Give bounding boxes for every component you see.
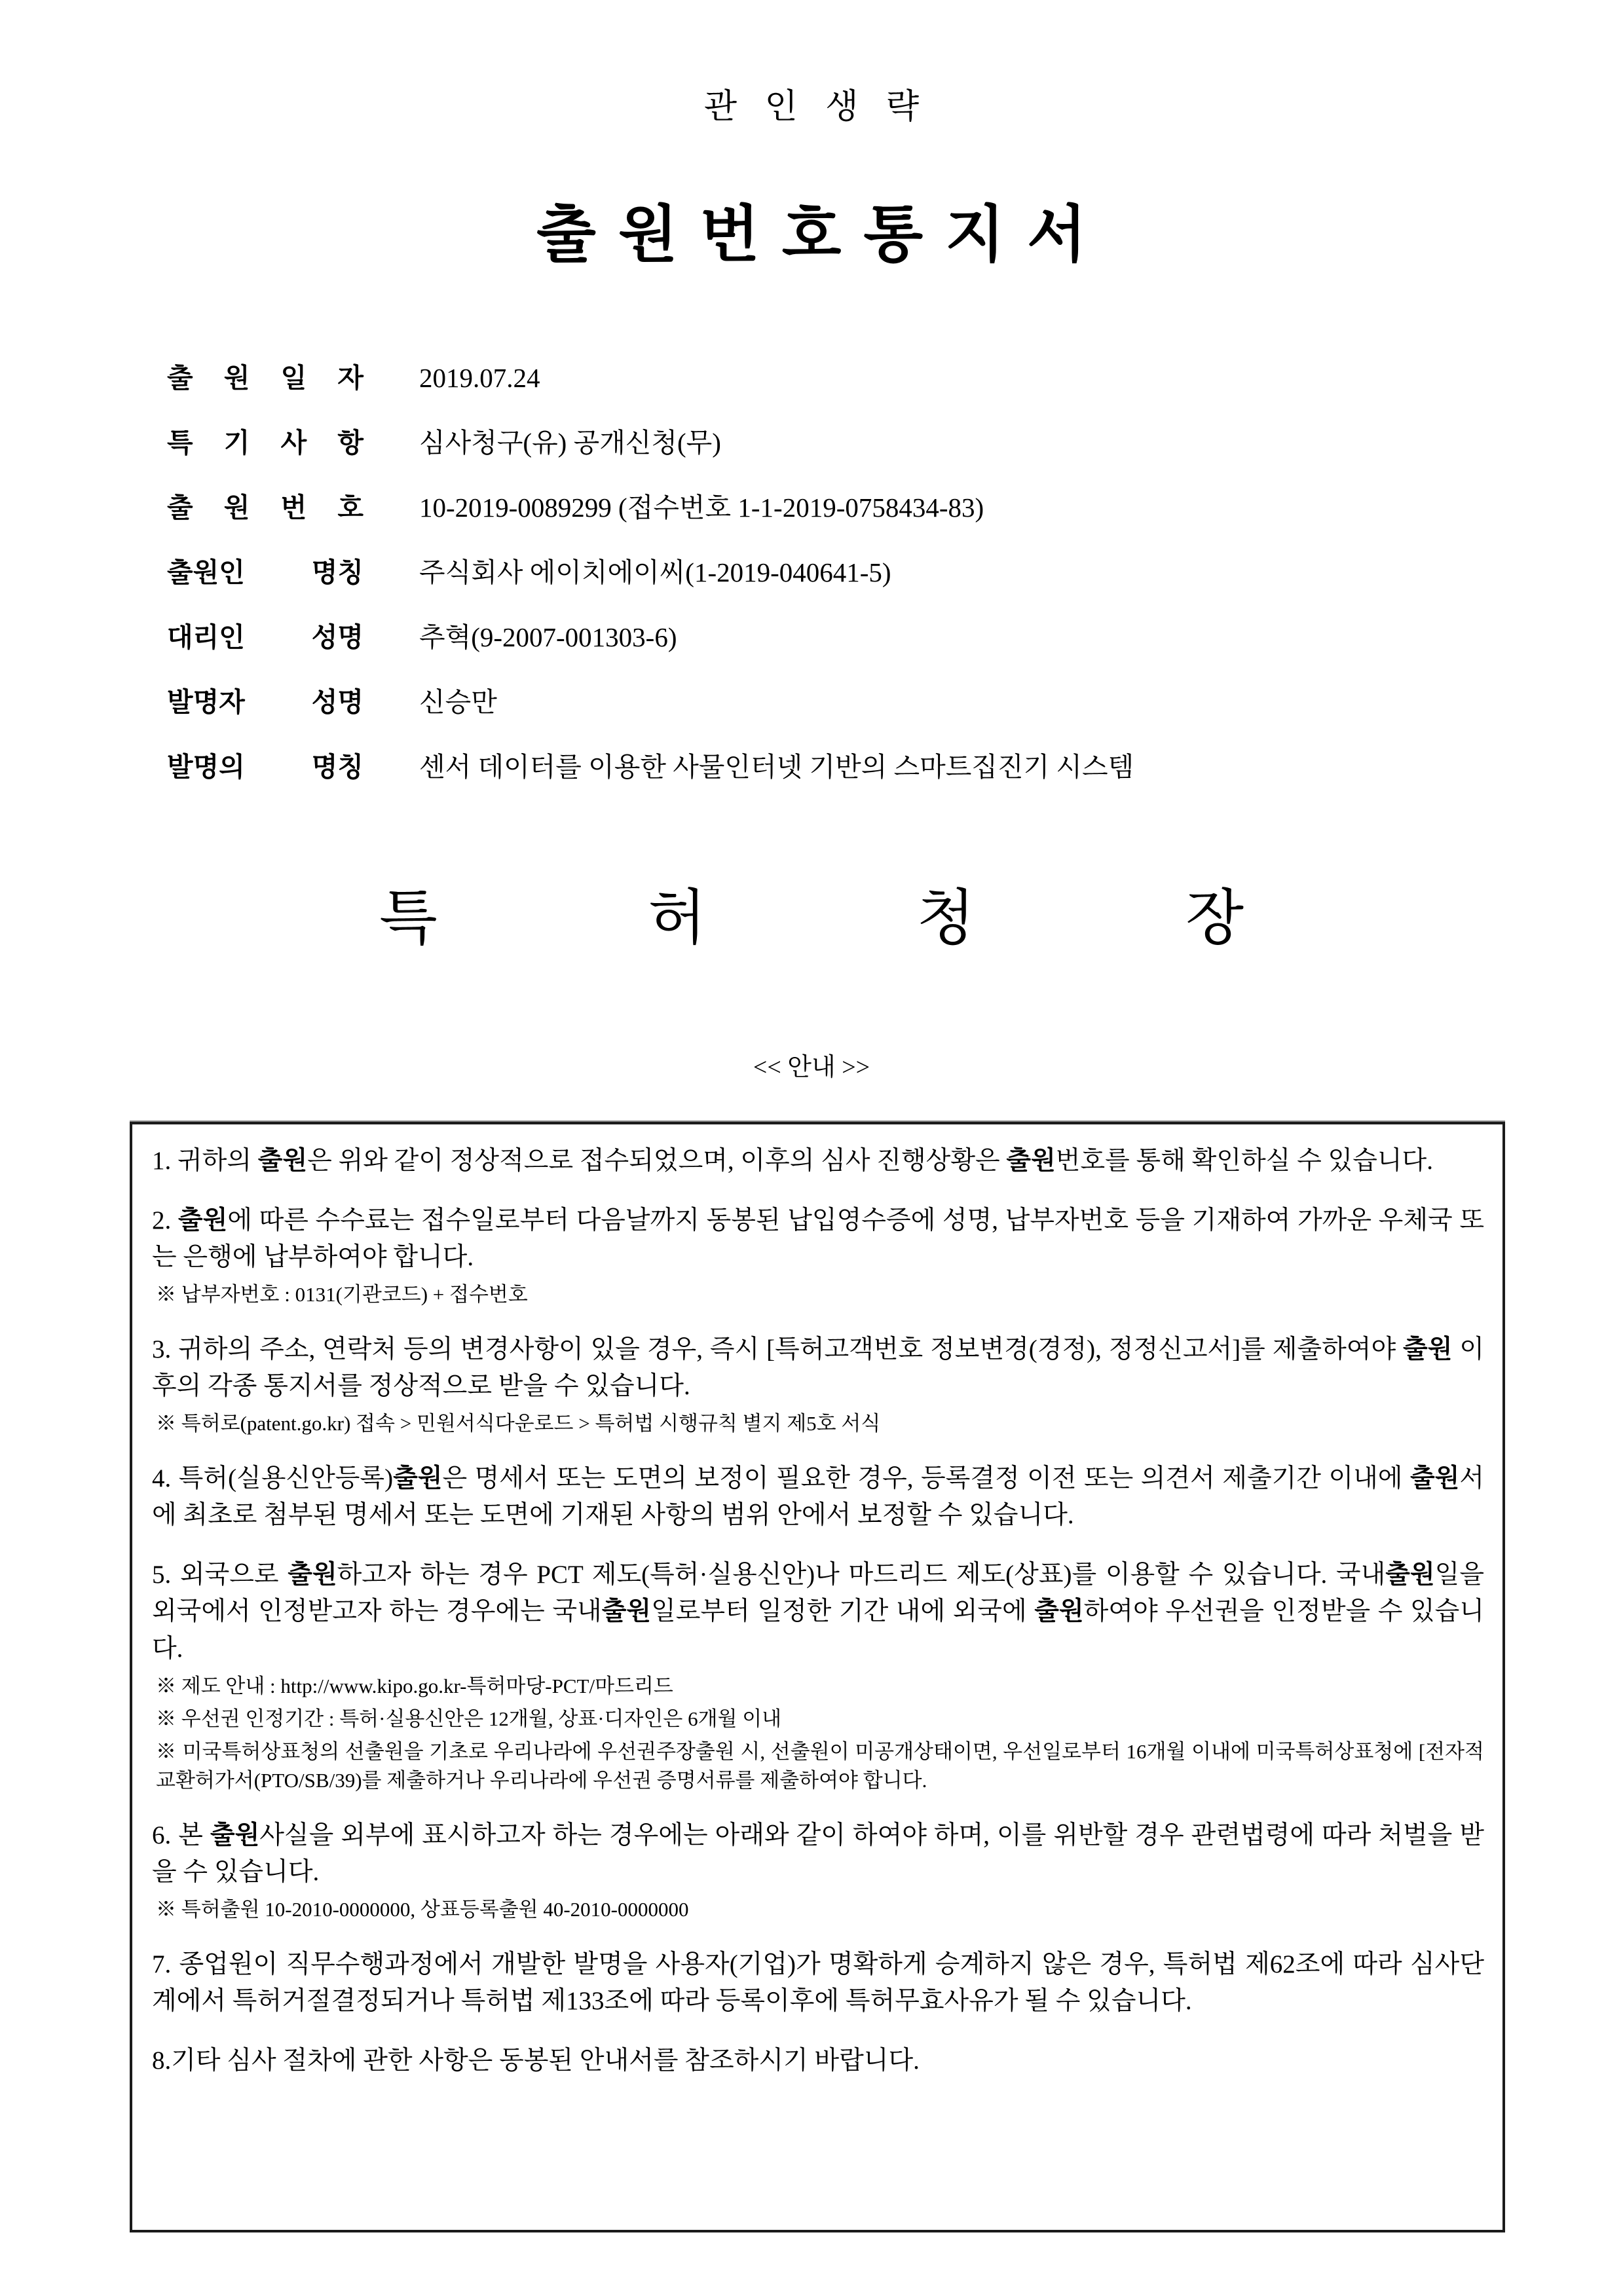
commissioner-char: 특	[379, 885, 438, 952]
commissioner-char: 장	[1185, 885, 1244, 952]
notice-item	[152, 1557, 1484, 1795]
field-label: 대리인 성명	[167, 622, 364, 653]
field-row-agent-name	[167, 623, 1564, 652]
notice-item-note: ※ 우선권 인정기간 : 특허·실용신안은 12개월, 상표·디자인은 6개월 이내	[156, 1707, 782, 1730]
commissioner-char: 청	[916, 885, 975, 952]
notice-item	[152, 1946, 1484, 2020]
field-row-special-notes	[167, 429, 1564, 457]
notice-item	[152, 1817, 1484, 1924]
field-label: 특 기 사 항	[167, 428, 364, 458]
commissioner-title	[379, 885, 1244, 952]
notice-item-note: ※ 제도 안내 : http://www.kipo.go.kr-특허마당-PCT/마드리드	[156, 1674, 673, 1697]
field-label: 출원인 명칭	[167, 557, 364, 588]
field-value: 2019.07.24	[419, 363, 540, 393]
notice-item	[152, 2043, 1484, 2080]
guide-heading: << 안내 >>	[753, 1054, 870, 1081]
field-label: 출 원 일 자	[167, 363, 364, 393]
field-label: 발명의 명칭	[167, 752, 364, 783]
notice-item-text: 7. 종업원이 직무수행과정에서 개발한 발명을 사용자(기업)가 명확하게 승계하지 않은 경우, 특허법 제62조에 따라 심사단계에서 특허거절결정되거나 특허법 제133조에 따라 등록이후에 특허무효사유가 될 수 있습니다.	[152, 1950, 1484, 2016]
field-value: 주식회사 에이치에이씨(1-2019-040641-5)	[419, 557, 891, 588]
commissioner-char: 허	[648, 885, 707, 952]
field-row-inventor-name	[167, 688, 1564, 716]
field-value: 심사청구(유) 공개신청(무)	[419, 428, 721, 458]
notice-item	[152, 1202, 1484, 1309]
notice-item-text: 2. 출원에 따른 수수료는 접수일로부터 다음날까지 동봉된 납입영수증에 성명, 납부자번호 등을 기재하여 가까운 우체국 또는 은행에 납부하여야 합니다.	[152, 1206, 1484, 1272]
field-row-application-number	[167, 494, 1564, 522]
notice-item-text: 3. 귀하의 주소, 연락처 등의 변경사항이 있을 경우, 즉시 [특허고객번호 정보변경(경정), 정정신고서]를 제출하여야 출원 이후의 각종 통지서를 정상적으로 받을 수 있습니다.	[152, 1335, 1484, 1401]
notice-item-note: ※ 특허로(patent.go.kr) 접속 > 민원서식다운로드 > 특허법 시행규칙 별지 제5호 서식	[156, 1411, 881, 1435]
notice-item-note: ※ 특허출원 10-2010-0000000, 상표등록출원 40-2010-0000000	[156, 1897, 689, 1921]
seal-omitted-note: 관 인 생 략	[703, 88, 929, 126]
notice-item-text: 6. 본 출원사실을 외부에 표시하고자 하는 경우에는 아래와 같이 하여야 하며, 이를 위반할 경우 관련법령에 따라 처벌을 받을 수 있습니다.	[152, 1821, 1484, 1887]
notice-item-text: 1. 귀하의 출원은 위와 같이 정상적으로 접수되었으며, 이후의 심사 진행상황은 출원번호를 통해 확인하실 수 있습니다.	[152, 1147, 1433, 1175]
field-value: 신승만	[419, 687, 497, 718]
application-fields	[167, 364, 1564, 818]
field-label: 출 원 번 호	[167, 492, 364, 523]
notice-item-text: 5. 외국으로 출원하고자 하는 경우 PCT 제도(특허·실용신안)나 마드리드 제도(상표)를 이용할 수 있습니다. 국내출원일을 외국에서 인정받고자 하는 경우에는 국내출원일로부터 일정한 기간 내에 외국에 출원하여야 우선권을 인정받을 수 있습니다.	[152, 1560, 1484, 1663]
field-row-application-date	[167, 364, 1564, 392]
field-value: 10-2019-0089299 (접수번호 1-1-2019-0758434-83)	[419, 492, 984, 523]
notice-item-text: 4. 특허(실용신안등록)출원은 명세서 또는 도면의 보정이 필요한 경우, 등록결정 이전 또는 의견서 제출기간 이내에 출원서에 최초로 첨부된 명세서 또는 도면에 기재된 사항의 범위 안에서 보정할 수 있습니다.	[152, 1464, 1484, 1530]
notice-box	[130, 1122, 1505, 2232]
field-value: 추혁(9-2007-001303-6)	[419, 622, 677, 653]
notice-item	[152, 1460, 1484, 1534]
notice-item-note: ※ 미국특허상표청의 선출원을 기초로 우리나라에 우선권주장출원 시, 선출원이 미공개상태이면, 우선일로부터 16개월 이내에 미국특허상표청에 [전자적교환허가서(PTO/SB/39)를 제출하거나 우리나라에 우선권 증명서류를 제출하여야 합니다.	[156, 1739, 1484, 1792]
document-title: 출원번호통지서	[536, 200, 1109, 268]
notice-item	[152, 1331, 1484, 1438]
notice-item	[152, 1143, 1484, 1180]
field-row-applicant-name	[167, 559, 1564, 587]
field-value: 센서 데이터를 이용한 사물인터넷 기반의 스마트집진기 시스템	[419, 752, 1134, 783]
notice-item-text: 8.기타 심사 절차에 관한 사항은 동봉된 안내서를 참조하시기 바랍니다.	[152, 2046, 920, 2075]
field-label: 발명자 성명	[167, 687, 364, 718]
notice-item-note: ※ 납부자번호 : 0131(기관코드) + 접수번호	[156, 1282, 528, 1306]
field-row-invention-title	[167, 753, 1564, 781]
